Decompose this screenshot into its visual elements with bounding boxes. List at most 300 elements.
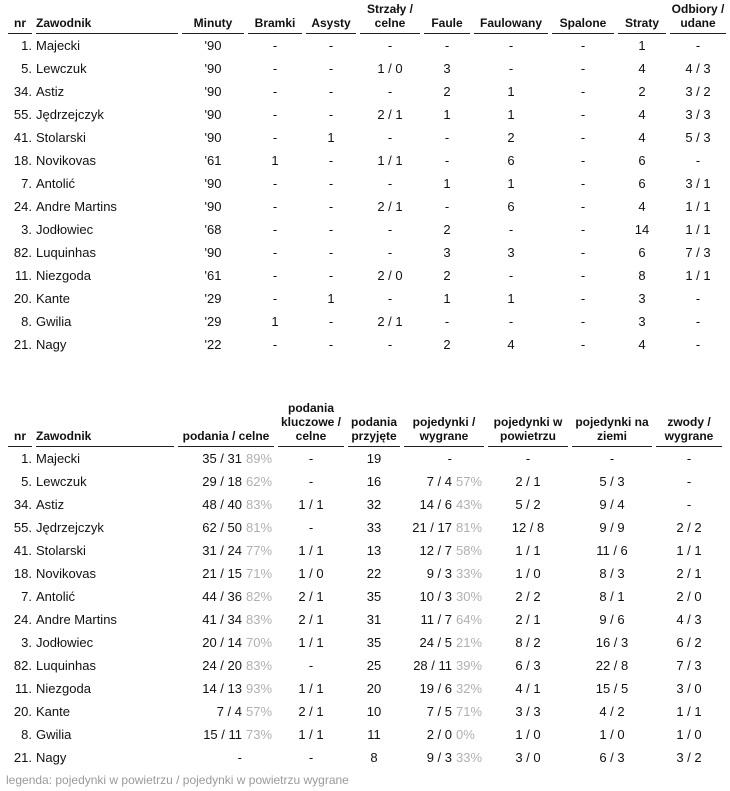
cell-received: 13	[366, 543, 382, 558]
cell-aerial: 8 / 2	[515, 635, 541, 650]
cell-shots: -	[387, 84, 393, 99]
cell-nr: 21.	[13, 337, 32, 352]
cell-offsides: -	[580, 84, 586, 99]
cell-minutes: '90	[204, 245, 222, 260]
cell-player: Andre Martins	[36, 612, 117, 627]
cell-player: Gwilia	[36, 727, 72, 742]
cell-fouls: -	[444, 38, 450, 53]
cell-nr: 34.	[13, 84, 32, 99]
cell-assists: -	[328, 61, 334, 76]
cell-duels-percent: 0%	[456, 727, 475, 742]
cell-aerial: 5 / 2	[515, 497, 541, 512]
cell-player: Luquinhas	[36, 245, 96, 260]
cell-fouled: -	[508, 61, 514, 76]
cell-fouled: -	[508, 222, 514, 237]
cell-aerial: 12 / 8	[511, 520, 545, 535]
cell-losses: 4	[638, 199, 646, 214]
cell-received: 35	[366, 589, 382, 604]
cell-duels-percent: 21%	[456, 635, 483, 650]
cell-passes-percent: 89%	[246, 451, 273, 466]
cell-passes-value: 35 / 31	[202, 451, 242, 466]
cell-recoveries: 5 / 3	[685, 130, 711, 145]
cell-duels	[404, 608, 484, 631]
cell-fouled: -	[508, 38, 514, 53]
cell-player: Gwilia	[36, 314, 72, 329]
cell-aerial: 1 / 0	[515, 727, 541, 742]
table-row	[8, 700, 722, 723]
cell-player: Lewczuk	[36, 474, 87, 489]
cell-passes-value: 41 / 34	[202, 612, 242, 627]
cell-shots: -	[387, 337, 393, 352]
cell-fouls: 2	[443, 337, 451, 352]
cell-duels-value: 9 / 3	[426, 566, 452, 581]
cell-assists: 1	[327, 130, 335, 145]
cell-ground: 11 / 6	[596, 543, 628, 558]
cell-received: 16	[366, 474, 382, 489]
cell-player: Kante	[36, 704, 70, 719]
cell-fouls: 1	[443, 107, 451, 122]
cell-losses: 4	[638, 61, 646, 76]
cell-dribbles: 4 / 3	[676, 612, 702, 627]
cell-goals: -	[272, 268, 278, 283]
cell-dribbles: -	[686, 451, 692, 466]
cell-fouled: 1	[507, 107, 515, 122]
cell-goals: -	[272, 291, 278, 306]
cell-nr: 5.	[21, 474, 32, 489]
table-row	[8, 516, 722, 539]
cell-passes-percent: 62%	[246, 474, 273, 489]
cell-fouls: -	[444, 199, 450, 214]
cell-player: Kante	[36, 291, 70, 306]
cell-duels-value: 24 / 5	[419, 635, 452, 650]
cell-key-passes: -	[308, 750, 314, 765]
cell-ground: 6 / 3	[599, 750, 625, 765]
cell-passes-value: 7 / 4	[216, 704, 242, 719]
table-row	[8, 80, 726, 103]
cell-passes	[178, 493, 274, 516]
table-row	[8, 746, 722, 769]
cell-losses: 1	[638, 38, 646, 53]
cell-minutes: '90	[204, 61, 222, 76]
cell-minutes: '90	[204, 176, 222, 191]
table-row	[8, 585, 722, 608]
cell-goals: -	[272, 107, 278, 122]
cell-player: Niezgoda	[36, 681, 91, 696]
table-row	[8, 631, 722, 654]
cell-nr: 24.	[13, 612, 32, 627]
cell-losses: 2	[638, 84, 646, 99]
cell-duels	[404, 493, 484, 516]
cell-received: 11	[367, 727, 381, 742]
cell-player: Astiz	[36, 497, 65, 512]
cell-goals: -	[272, 337, 278, 352]
cell-duels-value: 10 / 3	[419, 589, 452, 604]
cell-duels	[404, 447, 484, 470]
cell-key-passes: -	[308, 658, 314, 673]
table-row	[8, 677, 722, 700]
cell-losses: 3	[638, 291, 646, 306]
cell-minutes: '90	[204, 199, 222, 214]
cell-recoveries: 4 / 3	[685, 61, 711, 76]
legend-note: legenda: pojedynki w powietrzu / pojedynki w powietrzu wygrane	[6, 773, 349, 787]
cell-shots: -	[387, 245, 393, 260]
cell-goals: -	[272, 61, 278, 76]
cell-ground: 16 / 3	[595, 635, 629, 650]
cell-losses: 8	[638, 268, 646, 283]
cell-duels-value: 9 / 3	[426, 750, 452, 765]
cell-passes-percent: 71%	[246, 566, 273, 581]
cell-passes-percent: 73%	[246, 727, 273, 742]
cell-shots: 2 / 1	[377, 199, 403, 214]
cell-ground: 9 / 9	[599, 520, 625, 535]
cell-offsides: -	[580, 38, 586, 53]
table-row	[8, 103, 726, 126]
cell-ground: 22 / 8	[595, 658, 629, 673]
cell-key-passes: -	[308, 474, 314, 489]
cell-passes-value: 20 / 14	[202, 635, 242, 650]
cell-shots: -	[387, 130, 393, 145]
cell-duels-percent: 64%	[456, 612, 483, 627]
cell-minutes: '90	[204, 38, 222, 53]
cell-duels	[404, 654, 484, 677]
cell-passes	[178, 562, 274, 585]
cell-aerial: 3 / 0	[515, 750, 541, 765]
cell-passes	[178, 723, 274, 746]
cell-duels-percent: 32%	[456, 681, 483, 696]
cell-nr: 41.	[13, 130, 32, 145]
cell-fouled: 3	[507, 245, 515, 260]
cell-passes	[178, 654, 274, 677]
col-header-nr: nr	[8, 401, 32, 447]
cell-ground: 8 / 1	[599, 589, 625, 604]
cell-fouled: 6	[507, 153, 515, 168]
table-row	[8, 310, 726, 333]
cell-player: Stolarski	[36, 543, 86, 558]
cell-duels-percent: 33%	[456, 566, 483, 581]
cell-aerial: 4 / 1	[515, 681, 541, 696]
cell-nr: 5.	[21, 61, 32, 76]
cell-ground: 9 / 4	[599, 497, 625, 512]
table-row	[8, 287, 726, 310]
cell-recoveries: -	[695, 291, 701, 306]
cell-duels	[404, 585, 484, 608]
cell-offsides: -	[580, 61, 586, 76]
cell-received: 20	[366, 681, 382, 696]
cell-received: 10	[366, 704, 382, 719]
cell-nr: 1.	[21, 38, 32, 53]
cell-received: 32	[366, 497, 382, 512]
cell-fouled: 2	[507, 130, 515, 145]
cell-passes	[178, 539, 274, 562]
cell-player: Jędrzejczyk	[36, 520, 104, 535]
cell-duels-value: 7 / 5	[426, 704, 452, 719]
cell-dribbles: -	[686, 474, 692, 489]
cell-minutes: '68	[204, 222, 222, 237]
cell-assists: -	[328, 222, 334, 237]
cell-losses: 4	[638, 107, 646, 122]
col-header-player: Zawodnik	[36, 2, 178, 34]
cell-fouled: 1	[507, 84, 515, 99]
cell-duels	[404, 631, 484, 654]
cell-duels-value: 19 / 6	[419, 681, 452, 696]
cell-fouls: 3	[443, 61, 451, 76]
cell-fouls: 1	[443, 176, 451, 191]
cell-assists: -	[328, 153, 334, 168]
cell-player: Luquinhas	[36, 658, 96, 673]
cell-goals: 1	[271, 314, 279, 329]
cell-key-passes: 2 / 1	[298, 704, 324, 719]
cell-dribbles: 6 / 2	[676, 635, 702, 650]
cell-player: Antolić	[36, 176, 76, 191]
cell-nr: 24.	[13, 199, 32, 214]
cell-passes	[178, 447, 274, 470]
cell-minutes: '90	[204, 84, 222, 99]
cell-received: 35	[366, 635, 382, 650]
cell-minutes: '61	[204, 268, 222, 283]
cell-nr: 21.	[13, 750, 32, 765]
table-row	[8, 218, 726, 241]
cell-nr: 20.	[13, 291, 32, 306]
cell-shots: 2 / 1	[377, 314, 403, 329]
cell-key-passes: 1 / 0	[298, 566, 324, 581]
cell-recoveries: 1 / 1	[685, 222, 711, 237]
cell-losses: 6	[638, 153, 646, 168]
cell-shots: 2 / 1	[377, 107, 403, 122]
cell-passes-value: 44 / 36	[202, 589, 242, 604]
cell-assists: -	[328, 268, 334, 283]
cell-assists: -	[328, 107, 334, 122]
cell-losses: 6	[638, 176, 646, 191]
cell-fouled: 4	[507, 337, 515, 352]
col-header-dribbles: zwody / wygrane	[656, 401, 722, 447]
cell-offsides: -	[580, 268, 586, 283]
cell-shots: -	[387, 38, 393, 53]
cell-assists: -	[328, 38, 334, 53]
cell-player: Niezgoda	[36, 268, 91, 283]
cell-duels-percent: 71%	[456, 704, 483, 719]
cell-duels	[404, 700, 484, 723]
col-header-recoveries: Odbiory / udane	[670, 2, 726, 34]
cell-received: 25	[366, 658, 382, 673]
col-header-minutes: Minuty	[182, 2, 244, 34]
cell-aerial: 2 / 1	[515, 612, 541, 627]
cell-fouls: 2	[443, 222, 451, 237]
cell-offsides: -	[580, 153, 586, 168]
cell-passes-value: 21 / 15	[202, 566, 242, 581]
col-header-shots: Strzały / celne	[360, 2, 420, 34]
cell-passes-percent: 57%	[246, 704, 273, 719]
table-row	[8, 333, 726, 356]
cell-passes-percent: 81%	[246, 520, 273, 535]
table-row	[8, 195, 726, 218]
cell-passes	[178, 608, 274, 631]
cell-losses: 6	[638, 245, 646, 260]
cell-received: 19	[366, 451, 382, 466]
cell-nr: 11.	[14, 268, 32, 283]
cell-dribbles: 2 / 1	[676, 566, 702, 581]
table-row	[8, 264, 726, 287]
table-header-row	[8, 401, 722, 447]
cell-duels-percent: 33%	[456, 750, 483, 765]
cell-key-passes: 1 / 1	[298, 497, 324, 512]
cell-duels-percent: 43%	[456, 497, 483, 512]
cell-duels-value: 12 / 7	[419, 543, 452, 558]
table-row	[8, 34, 726, 57]
cell-goals: -	[272, 245, 278, 260]
cell-aerial: 3 / 3	[515, 704, 541, 719]
table-row	[8, 562, 722, 585]
cell-player: Stolarski	[36, 130, 86, 145]
cell-dribbles: 1 / 1	[676, 543, 702, 558]
cell-assists: -	[328, 337, 334, 352]
cell-goals: -	[272, 38, 278, 53]
cell-assists: 1	[327, 291, 335, 306]
cell-losses: 14	[634, 222, 650, 237]
cell-recoveries: 3 / 3	[685, 107, 711, 122]
cell-recoveries: 3 / 2	[685, 84, 711, 99]
cell-key-passes: -	[308, 451, 314, 466]
cell-player: Astiz	[36, 84, 65, 99]
cell-shots: 1 / 1	[377, 153, 403, 168]
cell-nr: 7.	[21, 589, 32, 604]
cell-aerial: -	[525, 451, 531, 466]
cell-key-passes: 2 / 1	[298, 589, 324, 604]
table-row	[8, 126, 726, 149]
cell-duels-value: 21 / 17	[412, 520, 452, 535]
cell-ground: 8 / 3	[599, 566, 625, 581]
cell-duels-value: 11 / 7	[420, 612, 452, 627]
cell-goals: -	[272, 222, 278, 237]
cell-nr: 82.	[13, 658, 32, 673]
cell-nr: 18.	[13, 153, 32, 168]
cell-fouls: 2	[443, 84, 451, 99]
cell-dribbles: 2 / 2	[676, 520, 702, 535]
cell-aerial: 2 / 1	[515, 474, 541, 489]
cell-fouled: -	[508, 268, 514, 283]
col-header-key-passes: podania kluczowe / celne	[278, 401, 344, 447]
cell-passes-percent: 83%	[246, 497, 273, 512]
cell-passes-value: 15 / 11	[203, 727, 242, 742]
cell-nr: 11.	[14, 681, 32, 696]
cell-player: Jędrzejczyk	[36, 107, 104, 122]
cell-duels-percent: 81%	[456, 520, 483, 535]
cell-aerial: 1 / 0	[515, 566, 541, 581]
cell-offsides: -	[580, 314, 586, 329]
cell-recoveries: 1 / 1	[685, 199, 711, 214]
cell-passes	[178, 516, 274, 539]
cell-offsides: -	[580, 176, 586, 191]
cell-duels-value: 2 / 0	[426, 727, 452, 742]
cell-nr: 41.	[13, 543, 32, 558]
cell-passes	[178, 700, 274, 723]
cell-passes	[178, 746, 274, 769]
cell-passes-percent: 83%	[246, 658, 273, 673]
cell-duels-percent: 30%	[456, 589, 483, 604]
cell-offsides: -	[580, 222, 586, 237]
cell-passes-percent: 93%	[246, 681, 273, 696]
cell-shots: -	[387, 291, 393, 306]
cell-nr: 55.	[13, 520, 32, 535]
table-row	[8, 654, 722, 677]
cell-key-passes: 1 / 1	[298, 635, 324, 650]
cell-assists: -	[328, 314, 334, 329]
cell-shots: 2 / 0	[377, 268, 403, 283]
cell-minutes: '90	[204, 107, 222, 122]
cell-key-passes: 1 / 1	[298, 681, 324, 696]
cell-fouled: -	[508, 314, 514, 329]
cell-duels	[404, 539, 484, 562]
cell-key-passes: 1 / 1	[298, 543, 324, 558]
cell-player: Majecki	[36, 451, 81, 466]
cell-aerial: 2 / 2	[515, 589, 541, 604]
table-row	[8, 493, 722, 516]
cell-assists: -	[328, 199, 334, 214]
col-header-received: podania przyjęte	[348, 401, 400, 447]
cell-passes-percent: 70%	[246, 635, 273, 650]
cell-player: Novikovas	[36, 153, 96, 168]
cell-recoveries: -	[695, 314, 701, 329]
cell-duels-value: 28 / 11	[413, 658, 452, 673]
cell-passes-value: 14 / 13	[202, 681, 242, 696]
cell-shots: -	[387, 176, 393, 191]
cell-offsides: -	[580, 337, 586, 352]
cell-dribbles: 1 / 0	[676, 727, 702, 742]
cell-passes	[178, 631, 274, 654]
cell-passes-value: 29 / 18	[202, 474, 242, 489]
col-header-duels: pojedynki / wygrane	[404, 401, 484, 447]
cell-aerial: 6 / 3	[515, 658, 541, 673]
col-header-passes: podania / celne	[178, 401, 274, 447]
col-header-goals: Bramki	[248, 2, 302, 34]
cell-offsides: -	[580, 199, 586, 214]
cell-minutes: '29	[204, 291, 222, 306]
cell-losses: 3	[638, 314, 646, 329]
cell-assists: -	[328, 245, 334, 260]
table-row	[8, 149, 726, 172]
cell-nr: 1.	[21, 451, 32, 466]
cell-duels-value: 14 / 6	[419, 497, 452, 512]
cell-duels	[404, 677, 484, 700]
cell-nr: 20.	[13, 704, 32, 719]
table-row	[8, 172, 726, 195]
cell-fouled: 1	[507, 176, 515, 191]
cell-dribbles: 3 / 0	[676, 681, 702, 696]
cell-passes	[178, 677, 274, 700]
cell-recoveries: 3 / 1	[685, 176, 711, 191]
cell-nr: 82.	[13, 245, 32, 260]
cell-player: Majecki	[36, 38, 81, 53]
player-stats-table	[4, 2, 730, 356]
table-row	[8, 608, 722, 631]
cell-passes-percent: 82%	[246, 589, 273, 604]
cell-player: Nagy	[36, 337, 67, 352]
cell-minutes: '22	[204, 337, 222, 352]
cell-fouls: 2	[443, 268, 451, 283]
cell-passes-value: 62 / 50	[202, 520, 242, 535]
cell-passes-value: -	[237, 750, 242, 765]
passing-duels-table	[4, 401, 726, 769]
col-header-assists: Asysty	[306, 2, 356, 34]
cell-goals: -	[272, 176, 278, 191]
table-row	[8, 57, 726, 80]
cell-nr: 8.	[21, 727, 32, 742]
table-row	[8, 470, 722, 493]
cell-ground: 15 / 5	[595, 681, 629, 696]
cell-player: Novikovas	[36, 566, 96, 581]
cell-assists: -	[328, 176, 334, 191]
cell-fouls: 1	[443, 291, 451, 306]
cell-nr: 18.	[13, 566, 32, 581]
